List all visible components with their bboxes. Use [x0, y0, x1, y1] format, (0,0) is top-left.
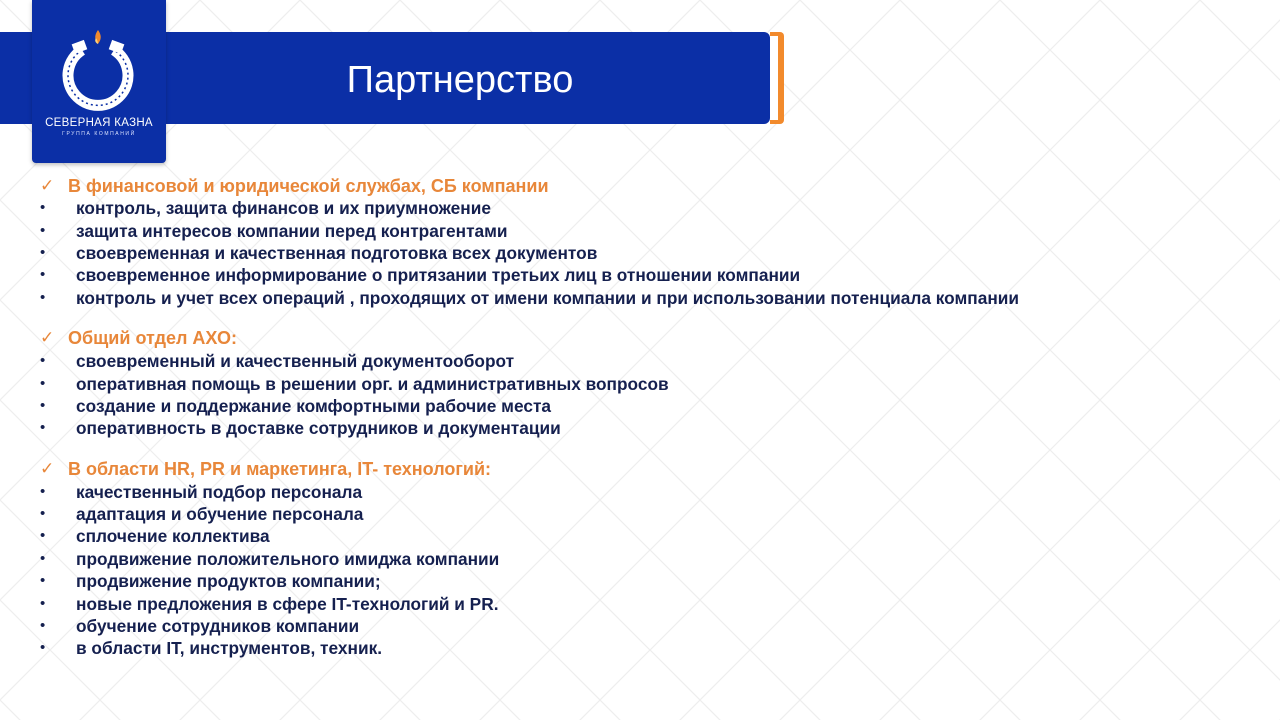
bullet-icon: •	[40, 374, 46, 392]
bullet-icon: •	[40, 396, 46, 414]
content-list	[40, 174, 1220, 660]
list-item-text: своевременное информирование о притязании третьих лиц в отношении компании	[76, 265, 801, 286]
company-logo	[32, 0, 166, 163]
section-finance-legal	[40, 174, 1220, 309]
section-header	[40, 458, 1220, 481]
list-item	[40, 570, 1220, 592]
list-item-text: своевременная и качественная подготовка всех документов	[76, 242, 598, 263]
list-item	[40, 548, 1220, 570]
list-item	[40, 417, 1220, 439]
list-item	[40, 242, 1220, 264]
bullet-icon: •	[40, 572, 46, 590]
list-item	[40, 525, 1220, 547]
section-title: В финансовой и юридической службах, СБ компании	[68, 175, 549, 196]
bullet-icon: •	[40, 266, 46, 284]
list-item-text: качественный подбор персонала	[76, 481, 363, 502]
list-item-text: продвижение продуктов компании;	[76, 571, 381, 592]
bullet-icon: •	[40, 221, 46, 239]
checkmark-icon: ✓	[40, 175, 55, 195]
list-item	[40, 219, 1220, 241]
list-item	[40, 264, 1220, 286]
section-title: Общий отдел АХО:	[68, 328, 237, 349]
list-item-text: продвижение положительного имиджа компании	[76, 548, 500, 569]
bullet-icon: •	[40, 527, 46, 545]
section-header	[40, 327, 1220, 350]
section-hr-pr-it	[40, 458, 1220, 660]
bullet-icon: •	[40, 549, 46, 567]
list-item	[40, 197, 1220, 219]
list-item	[40, 287, 1220, 309]
bullet-icon: •	[40, 482, 46, 500]
section-header	[40, 174, 1220, 197]
list-item-text: новые предложения в сфере IT-технологий и PR.	[76, 593, 499, 614]
list-item	[40, 350, 1220, 372]
checkmark-icon: ✓	[40, 459, 55, 479]
bullet-icon: •	[40, 419, 46, 437]
list-item	[40, 503, 1220, 525]
list-item	[40, 481, 1220, 503]
list-item	[40, 395, 1220, 417]
bullet-icon: •	[40, 617, 46, 635]
bullet-icon: •	[40, 639, 46, 657]
list-item-text: контроль, защита финансов и их приумножение	[76, 198, 491, 219]
list-item-text: своевременный и качественный документооборот	[76, 351, 515, 372]
list-item-text: сплочение коллектива	[76, 526, 270, 547]
bullet-icon: •	[40, 199, 46, 217]
title-bar-accent-gap	[770, 36, 778, 120]
bullet-icon: •	[40, 243, 46, 261]
list-item-text: оперативная помощь в решении орг. и административных вопросов	[76, 373, 669, 394]
list-item-text: адаптация и обучение персонала	[76, 504, 364, 525]
section-admin	[40, 327, 1220, 440]
list-item-text: обучение сотрудников компании	[76, 616, 360, 637]
section-title: В области HR, PR и маркетинга, IT- технологий:	[68, 459, 492, 480]
bullet-icon: •	[40, 505, 46, 523]
list-item-text: защита интересов компании перед контрагентами	[76, 220, 508, 241]
list-item	[40, 592, 1220, 614]
logo-company-name: СЕВЕРНАЯ КАЗНА	[45, 117, 153, 129]
bullet-icon: •	[40, 594, 46, 612]
checkmark-icon: ✓	[40, 328, 55, 348]
list-item-text: контроль и учет всех операций , проходящих от имени компании и при использовании потенциала компании	[76, 287, 1020, 308]
logo-company-subtitle: ГРУППА КОМПАНИЙ	[62, 131, 136, 137]
list-item	[40, 615, 1220, 637]
list-item	[40, 372, 1220, 394]
slide-title: Партнерство	[346, 59, 574, 101]
list-item-text: оперативность в доставке сотрудников и документации	[76, 418, 561, 439]
list-item	[40, 637, 1220, 659]
horseshoe-flame-logo-icon	[60, 28, 136, 116]
list-item-text: в области IT, инструментов, техник.	[76, 638, 383, 659]
bullet-icon: •	[40, 352, 46, 370]
bullet-icon: •	[40, 288, 46, 306]
list-item-text: создание и поддержание комфортными рабочие места	[76, 395, 552, 416]
